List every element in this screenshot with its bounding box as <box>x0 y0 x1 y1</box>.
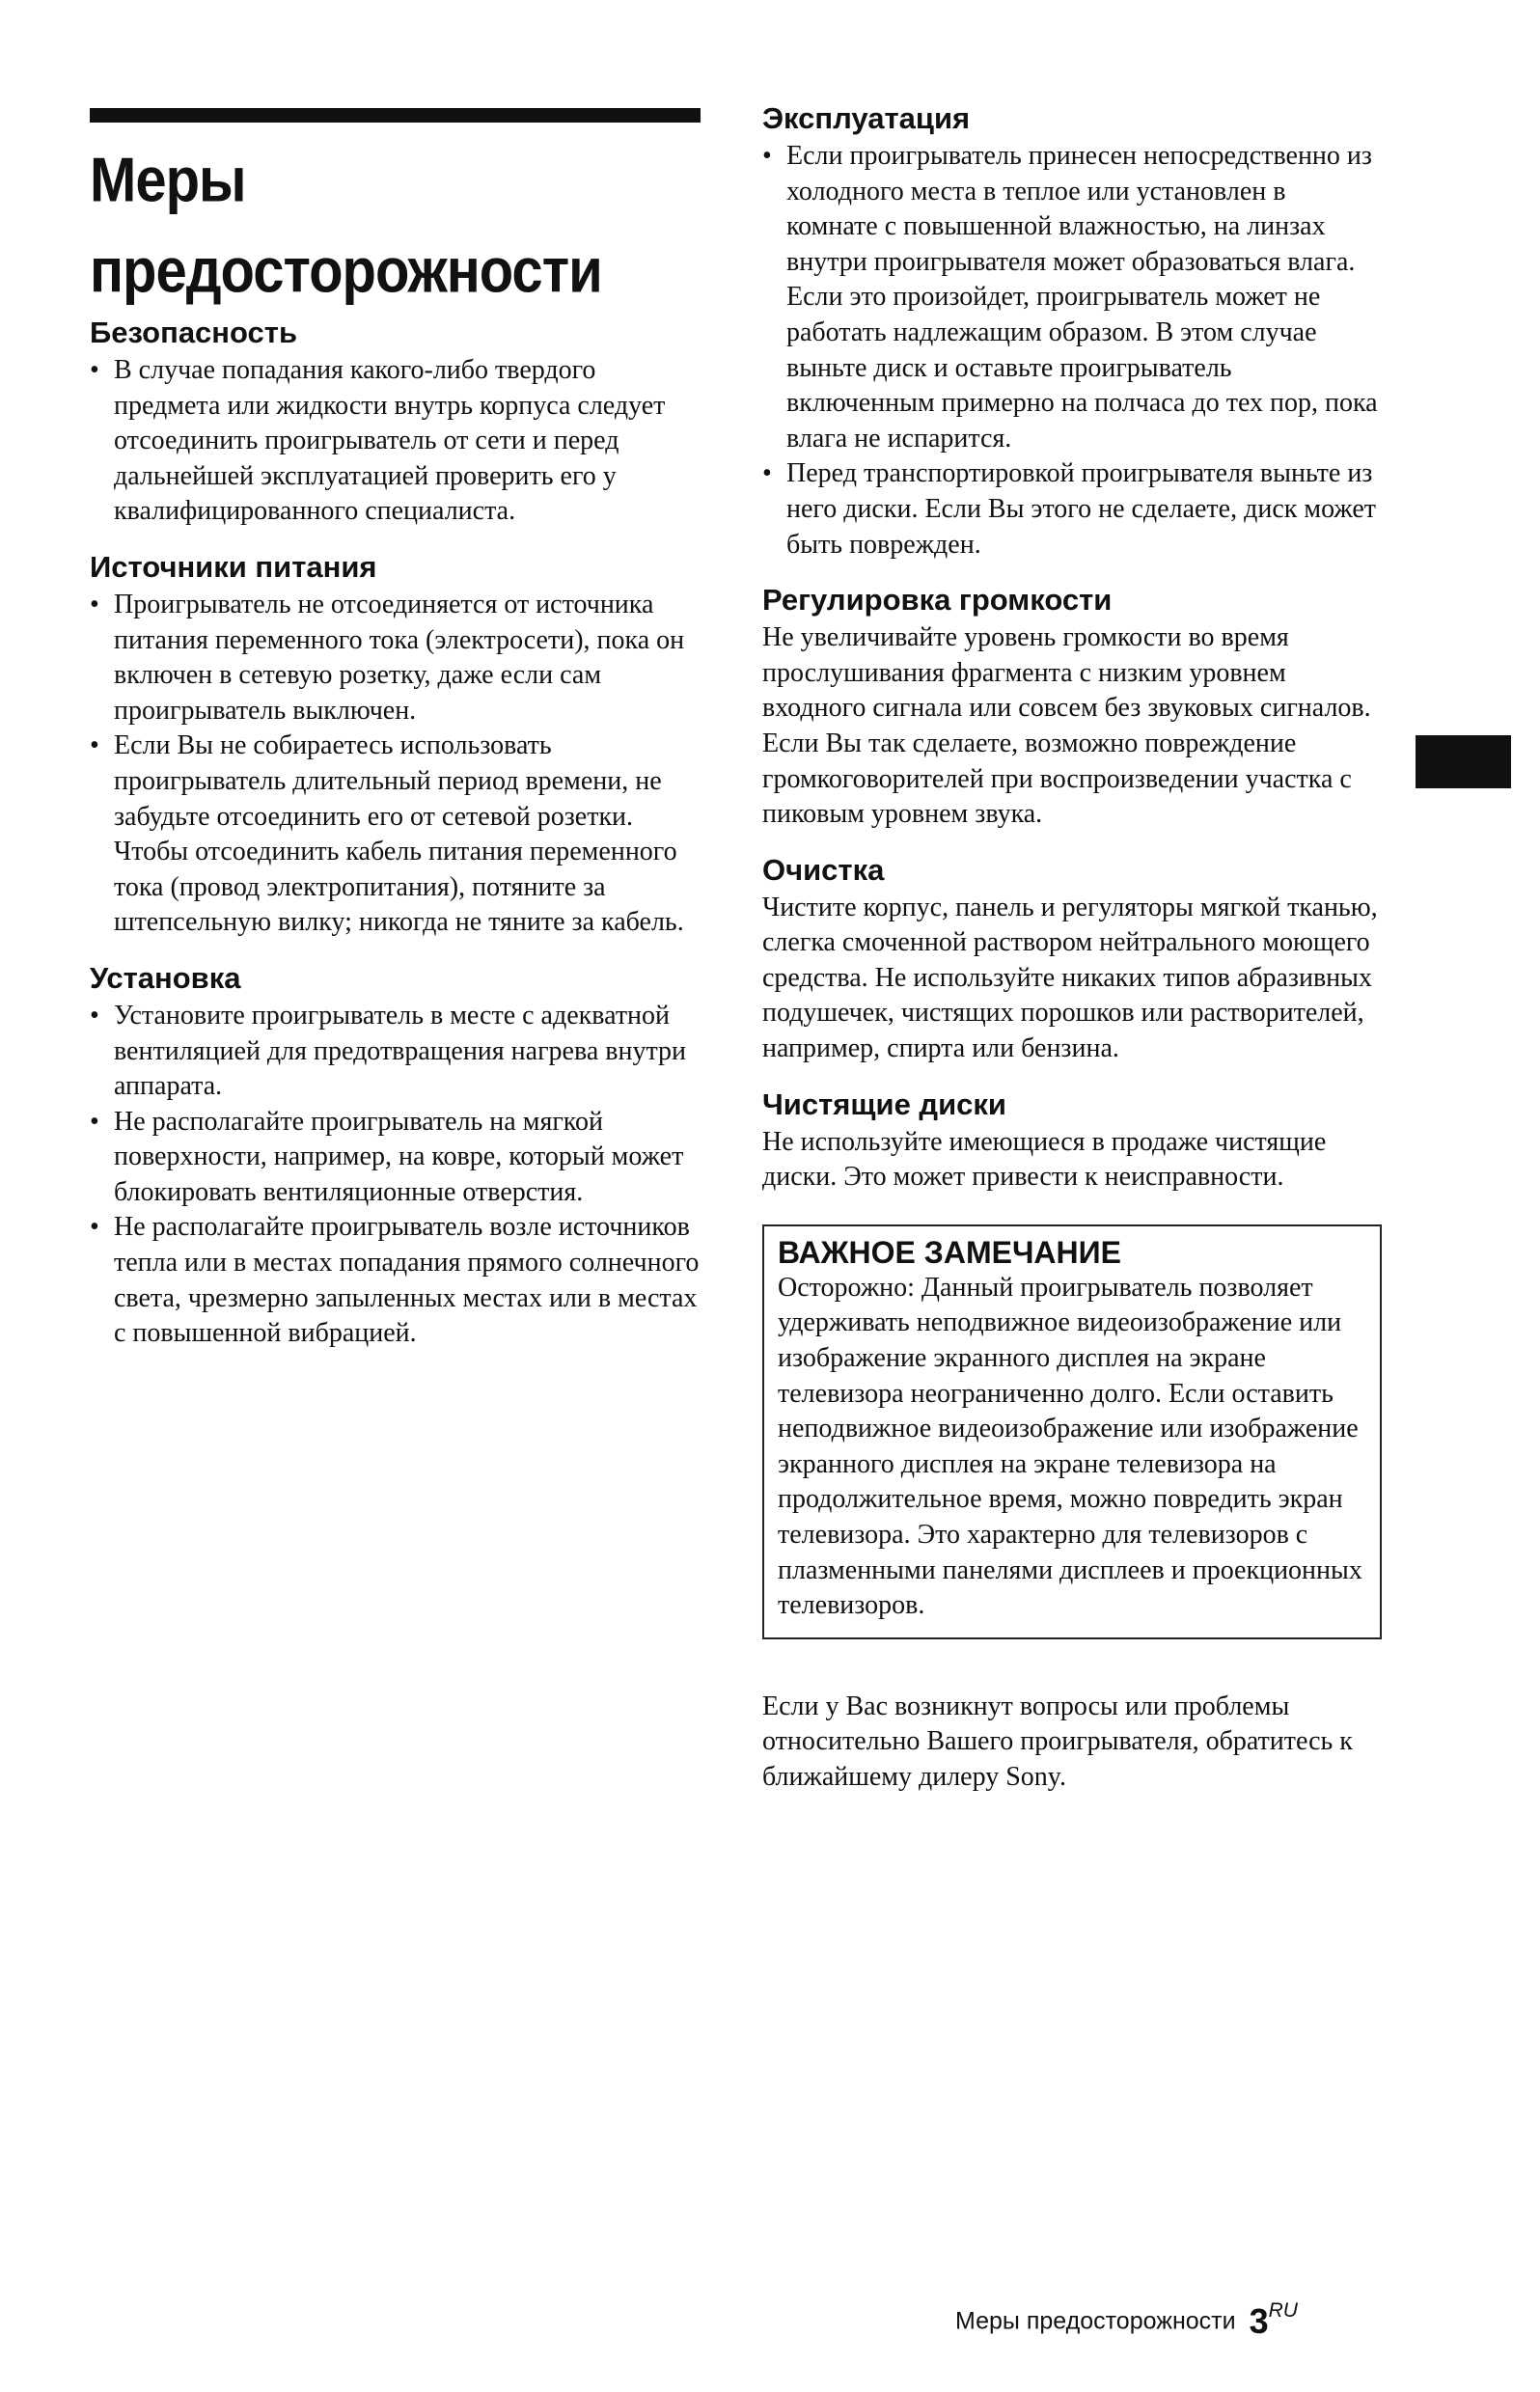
section-heading: Безопасность <box>90 316 298 349</box>
page-footer <box>955 2301 1298 2342</box>
bullet-item: • Если Вы не собираетесь использовать проигрыватель длительный период времени, не забудьте отсоединить его от сетевой розетки. Чтобы отсоединить кабель питания переменного тока (провод электропитания), потяните за штепсельную вилку; никогда не тяните за кабель. <box>90 730 684 938</box>
important-notice-box <box>762 1224 1382 1639</box>
bullet-item: • Не располагайте проигрыватель возле источников тепла или в местах попадания прямого солнечного света, чрезмерно запыленных местах или в местах с повышенной вибрацией. <box>90 1212 700 1349</box>
page-title: Меры предосторожности <box>90 145 602 306</box>
section-heading: Источники питания <box>90 549 377 584</box>
right-column <box>762 100 1380 1796</box>
section-text: Не используйте имеющиеся в продаже чистящие диски. Это может привести к неисправности. <box>762 1126 1327 1193</box>
bullet-icon: • <box>90 1106 99 1137</box>
section-operation <box>762 100 1380 563</box>
bullet-icon: • <box>90 1212 99 1243</box>
bullet-list <box>90 353 707 530</box>
bullet-list <box>90 999 707 1352</box>
section-text: Чистите корпус, панель и регуляторы мягкой тканью, слегка смоченной раствором нейтрального моющего средства. Не используйте никаких типов абразивных подушечек, чистящих порошков или растворителей, например, спирта или бензина. <box>762 892 1378 1064</box>
bullet-icon: • <box>90 730 99 761</box>
bullet-item: • Если проигрыватель принесен непосредственно из холодного места в теплое или установлен в комнате с повышенной влажностью, на линзах внутри проигрывателя может образоваться влага. Если это произойдет, проигрыватель может не работать надлежащим образом. В этом случае выньте диск и оставьте проигрыватель включенным примерно на полчаса до тех пор, пока влага не испарится. <box>762 141 1378 454</box>
section-heading: Эксплуатация <box>762 101 971 135</box>
chapter-tab-marker <box>1416 735 1511 788</box>
section-text: Не увеличивайте уровень громкости во время прослушивания фрагмента с низким уровнем входного сигнала или совсем без звуковых сигналов. Если Вы так сделаете, возможно повреждение громкоговорителей при воспроизведении участка с пиковым уровнем звука. <box>762 622 1371 830</box>
bullet-item: • Перед транспортировкой проигрывателя выньте из него диски. Если Вы этого не сделаете, диск может быть поврежден. <box>762 458 1377 560</box>
bullet-item: • В случае попадания какого-либо твердого предмета или жидкости внутрь корпуса следует отсоединить проигрыватель от сети и перед дальнейшей эксплуатацией проверить его у квалифицированного специалиста. <box>90 355 666 527</box>
left-column <box>90 315 707 1371</box>
section-power <box>90 549 707 941</box>
section-safety <box>90 315 707 530</box>
bullet-icon: • <box>762 458 772 489</box>
bullet-icon: • <box>90 355 99 385</box>
section-volume <box>762 582 1380 833</box>
notice-heading: ВАЖНОЕ ЗАМЕЧАНИЕ <box>778 1234 1121 1270</box>
section-cleaning <box>762 852 1380 1067</box>
section-heading: Регулировка громкости <box>762 583 1113 618</box>
section-heading: Чистящие диски <box>762 1086 1006 1121</box>
section-heading: Установка <box>90 960 241 995</box>
bullet-item: • Не располагайте проигрыватель на мягкой поверхности, например, на ковре, который может блокировать вентиляционные отверстия. <box>90 1106 684 1207</box>
title-rule <box>90 108 701 123</box>
footer-section-title: Меры предосторожности <box>955 2307 1236 2335</box>
bullet-icon: • <box>762 141 772 171</box>
closing-text: Если у Вас возникнут вопросы или проблемы относительно Вашего проигрывателя, обратитесь к ближайшему дилеру Sony. <box>762 1691 1353 1792</box>
section-cleaning-discs <box>762 1086 1380 1196</box>
bullet-list <box>762 139 1380 563</box>
section-heading: Очистка <box>762 852 885 887</box>
bullet-icon: • <box>90 1000 99 1031</box>
section-installation <box>90 960 707 1352</box>
page-language-suffix: RU <box>1268 2299 1298 2322</box>
bullet-item: • Установите проигрыватель в месте с адекватной вентиляцией для предотвращения нагрева внутри аппарата. <box>90 1000 687 1102</box>
bullet-icon: • <box>90 589 99 619</box>
bullet-list <box>90 588 707 941</box>
notice-text: Осторожно: Данный проигрыватель позволяет удерживать неподвижное видеоизображение или изображение экранного дисплея на экране телевизора неограниченно долго. Если оставить неподвижное видеоизображение или изображение экранного дисплея на экране телевизора на продолжительное время, можно повредить экран телевизора. Это характерно для телевизоров с плазменными панелями дисплеев и проекционных телевизоров. <box>778 1272 1362 1621</box>
bullet-item: • Проигрыватель не отсоединяется от источника питания переменного тока (электросети), пока он включен в сетевую розетку, даже если сам проигрыватель выключен. <box>90 589 685 726</box>
page-number: 3 <box>1249 2301 1269 2341</box>
